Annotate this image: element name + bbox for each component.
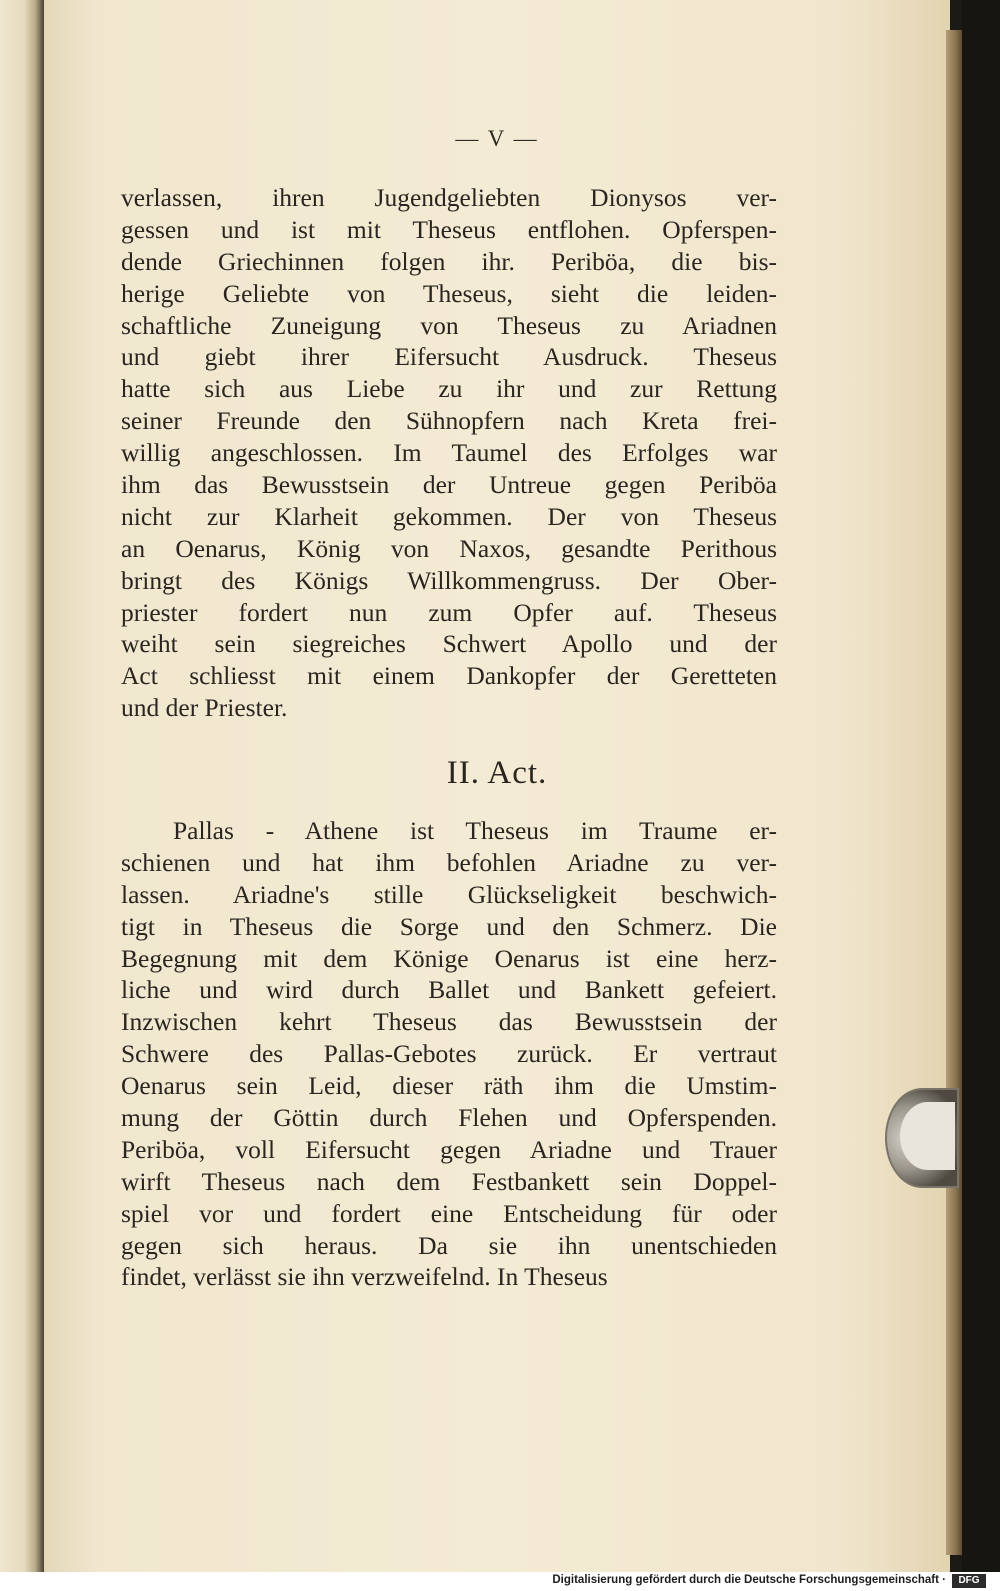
text-line: und giebt ihrer Eifersucht Ausdruck. Theseus bbox=[121, 342, 777, 372]
text-line: Pallas - Athene ist Theseus im Traume er- bbox=[173, 816, 777, 845]
text-line: spiel vor und fordert eine Entscheidung für oder bbox=[121, 1198, 777, 1228]
text-line: Inzwischen kehrt Theseus das Bewusstsein der bbox=[121, 1007, 777, 1037]
text-line: gegen sich heraus. Da sie ihn unentschieden bbox=[121, 1230, 777, 1260]
text-line: Periböa, voll Eifersucht gegen Ariadne und Trauer bbox=[121, 1134, 777, 1164]
scan-border-right bbox=[962, 0, 1000, 1572]
text-line: Oenarus sein Leid, dieser räth ihm die Umstim- bbox=[121, 1071, 777, 1101]
text-line: herige Geliebte von Theseus, sieht die leiden- bbox=[121, 278, 777, 308]
text-line: priester fordert nun zum Opfer auf. Theseus bbox=[121, 597, 777, 627]
text-line: mung der Göttin durch Flehen und Opferspenden. bbox=[121, 1103, 777, 1133]
text-line: weiht sein siegreiches Schwert Apollo und der bbox=[121, 629, 777, 659]
text-line: nicht zur Klarheit gekommen. Der von Theseus bbox=[121, 501, 777, 531]
text-line: an Oenarus, König von Naxos, gesandte Perithous bbox=[121, 533, 777, 563]
paragraph-act-1-summary bbox=[121, 182, 777, 724]
text-line: gessen und ist mit Theseus entflohen. Opferspen- bbox=[121, 214, 777, 244]
page-number-header: — V — bbox=[455, 126, 539, 151]
left-page-edge bbox=[0, 0, 44, 1572]
text-line: liche und wird durch Ballet und Bankett gefeiert. bbox=[121, 975, 777, 1005]
text-line: verlassen, ihren Jugendgeliebten Dionysos ver- bbox=[121, 183, 777, 212]
text-line: wirft Theseus nach dem Festbankett sein Doppel- bbox=[121, 1166, 777, 1196]
text-line: Begegnung mit dem Könige Oenarus ist eine herz- bbox=[121, 943, 777, 973]
page-stack-edge bbox=[946, 30, 962, 1555]
paragraph-act-2-summary bbox=[121, 815, 777, 1293]
text-line: Act schliesst mit einem Dankopfer der Geretteten bbox=[121, 661, 777, 691]
paper-clip-inner bbox=[900, 1102, 955, 1170]
text-line: willig angeschlossen. Im Taumel des Erfolges war bbox=[121, 438, 777, 468]
text-line: seiner Freunde den Sühnopfern nach Kreta frei- bbox=[121, 406, 777, 436]
dfg-logo: DFG bbox=[952, 1574, 986, 1588]
text-line: Schwere des Pallas-Gebotes zurück. Er vertraut bbox=[121, 1039, 777, 1069]
footer-credit: Digitalisierung gefördert durch die Deutsche Forschungsgemeinschaft · bbox=[552, 1574, 946, 1586]
text-line: schaftliche Zuneigung von Theseus zu Ariadnen bbox=[121, 310, 777, 340]
text-line: findet, verlässt sie ihn verzweifelnd. In Theseus bbox=[121, 1262, 608, 1292]
text-line: lassen. Ariadne's stille Glückseligkeit beschwich- bbox=[121, 879, 777, 909]
text-line: hatte sich aus Liebe zu ihr und zur Rettung bbox=[121, 374, 777, 404]
text-line: tigt in Theseus die Sorge und den Schmerz. Die bbox=[121, 911, 777, 941]
text-line: schienen und hat ihm befohlen Ariadne zu ver- bbox=[121, 847, 777, 877]
section-heading: II. Act. bbox=[446, 755, 548, 791]
text-line: dende Griechinnen folgen ihr. Periböa, die bis- bbox=[121, 246, 777, 276]
text-line: ihm das Bewusstsein der Untreue gegen Periböa bbox=[121, 470, 777, 500]
text-line: bringt des Königs Willkommengruss. Der Ober- bbox=[121, 565, 777, 595]
footer-bar bbox=[0, 1572, 1000, 1591]
text-line: und der Priester. bbox=[121, 693, 288, 723]
